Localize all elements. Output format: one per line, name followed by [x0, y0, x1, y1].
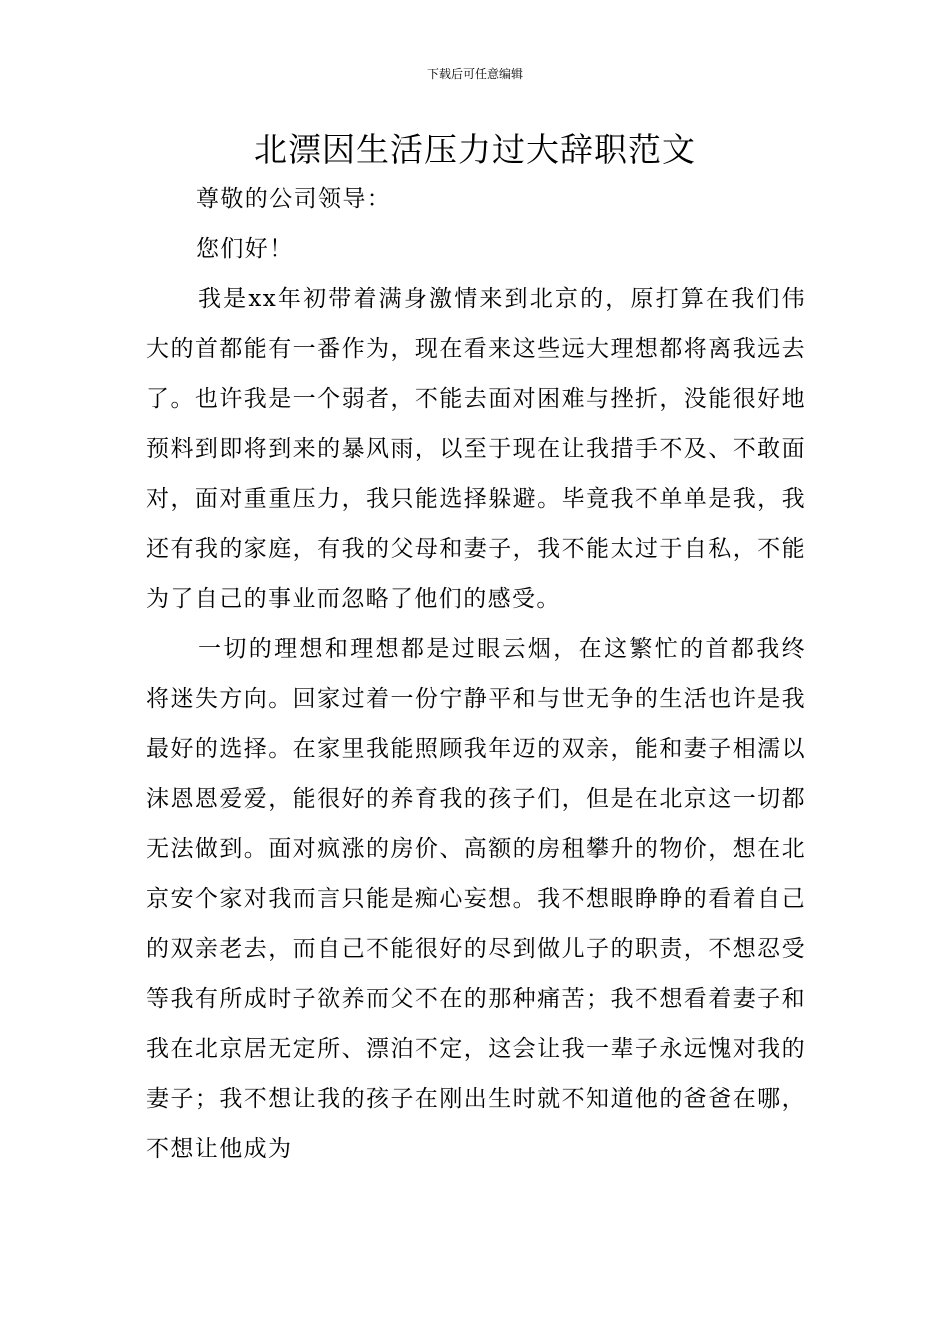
header-note: 下载后可任意编辑: [426, 67, 523, 81]
letter-body: [146, 174, 806, 1174]
paragraph-1: 我是xx年初带着满身激情来到北京的，原打算在我们伟大的首都能有一番作为，现在看来这些远大理想都将离我远去了。也许我是一个弱者，不能去面对困难与挫折，没能很好地预料到即将到来的暴风雨，以至于现在让我措手不及、不敢面对，面对重重压力，我只能选择躲避。毕竟我不单单是我，我还有我的家庭，有我的父母和妻子，我不能太过于自私，不能为了自己的事业而忽略了他们的感受。: [146, 286, 806, 612]
greeting: 您们好！: [196, 236, 294, 262]
salutation: 尊敬的公司领导：: [196, 186, 392, 212]
document-title: 北漂因生活压力过大辞职范文: [254, 130, 696, 169]
paragraph-2: 一切的理想和理想都是过眼云烟，在这繁忙的首都我终将迷失方向。回家过着一份宁静平和与世无争的生活也许是我最好的选择。在家里我能照顾我年迈的双亲，能和妻子相濡以沫恩恩爱爱，能很好的养育我的孩子们，但是在北京这一切都无法做到。面对疯涨的房价、高额的房租攀升的物价，想在北京安个家对我而言只能是痴心妄想。我不想眼睁睁的看着自己的双亲老去，而自己不能很好的尽到做儿子的职责，不想忍受等我有所成时子欲养而父不在的那种痛苦；我不想看着妻子和我在北京居无定所、漂泊不定，这会让我一辈子永远愧对我的妻子；我不想让我的孩子在刚出生时就不知道他的爸爸在哪，不想让他成为: [146, 636, 806, 1162]
